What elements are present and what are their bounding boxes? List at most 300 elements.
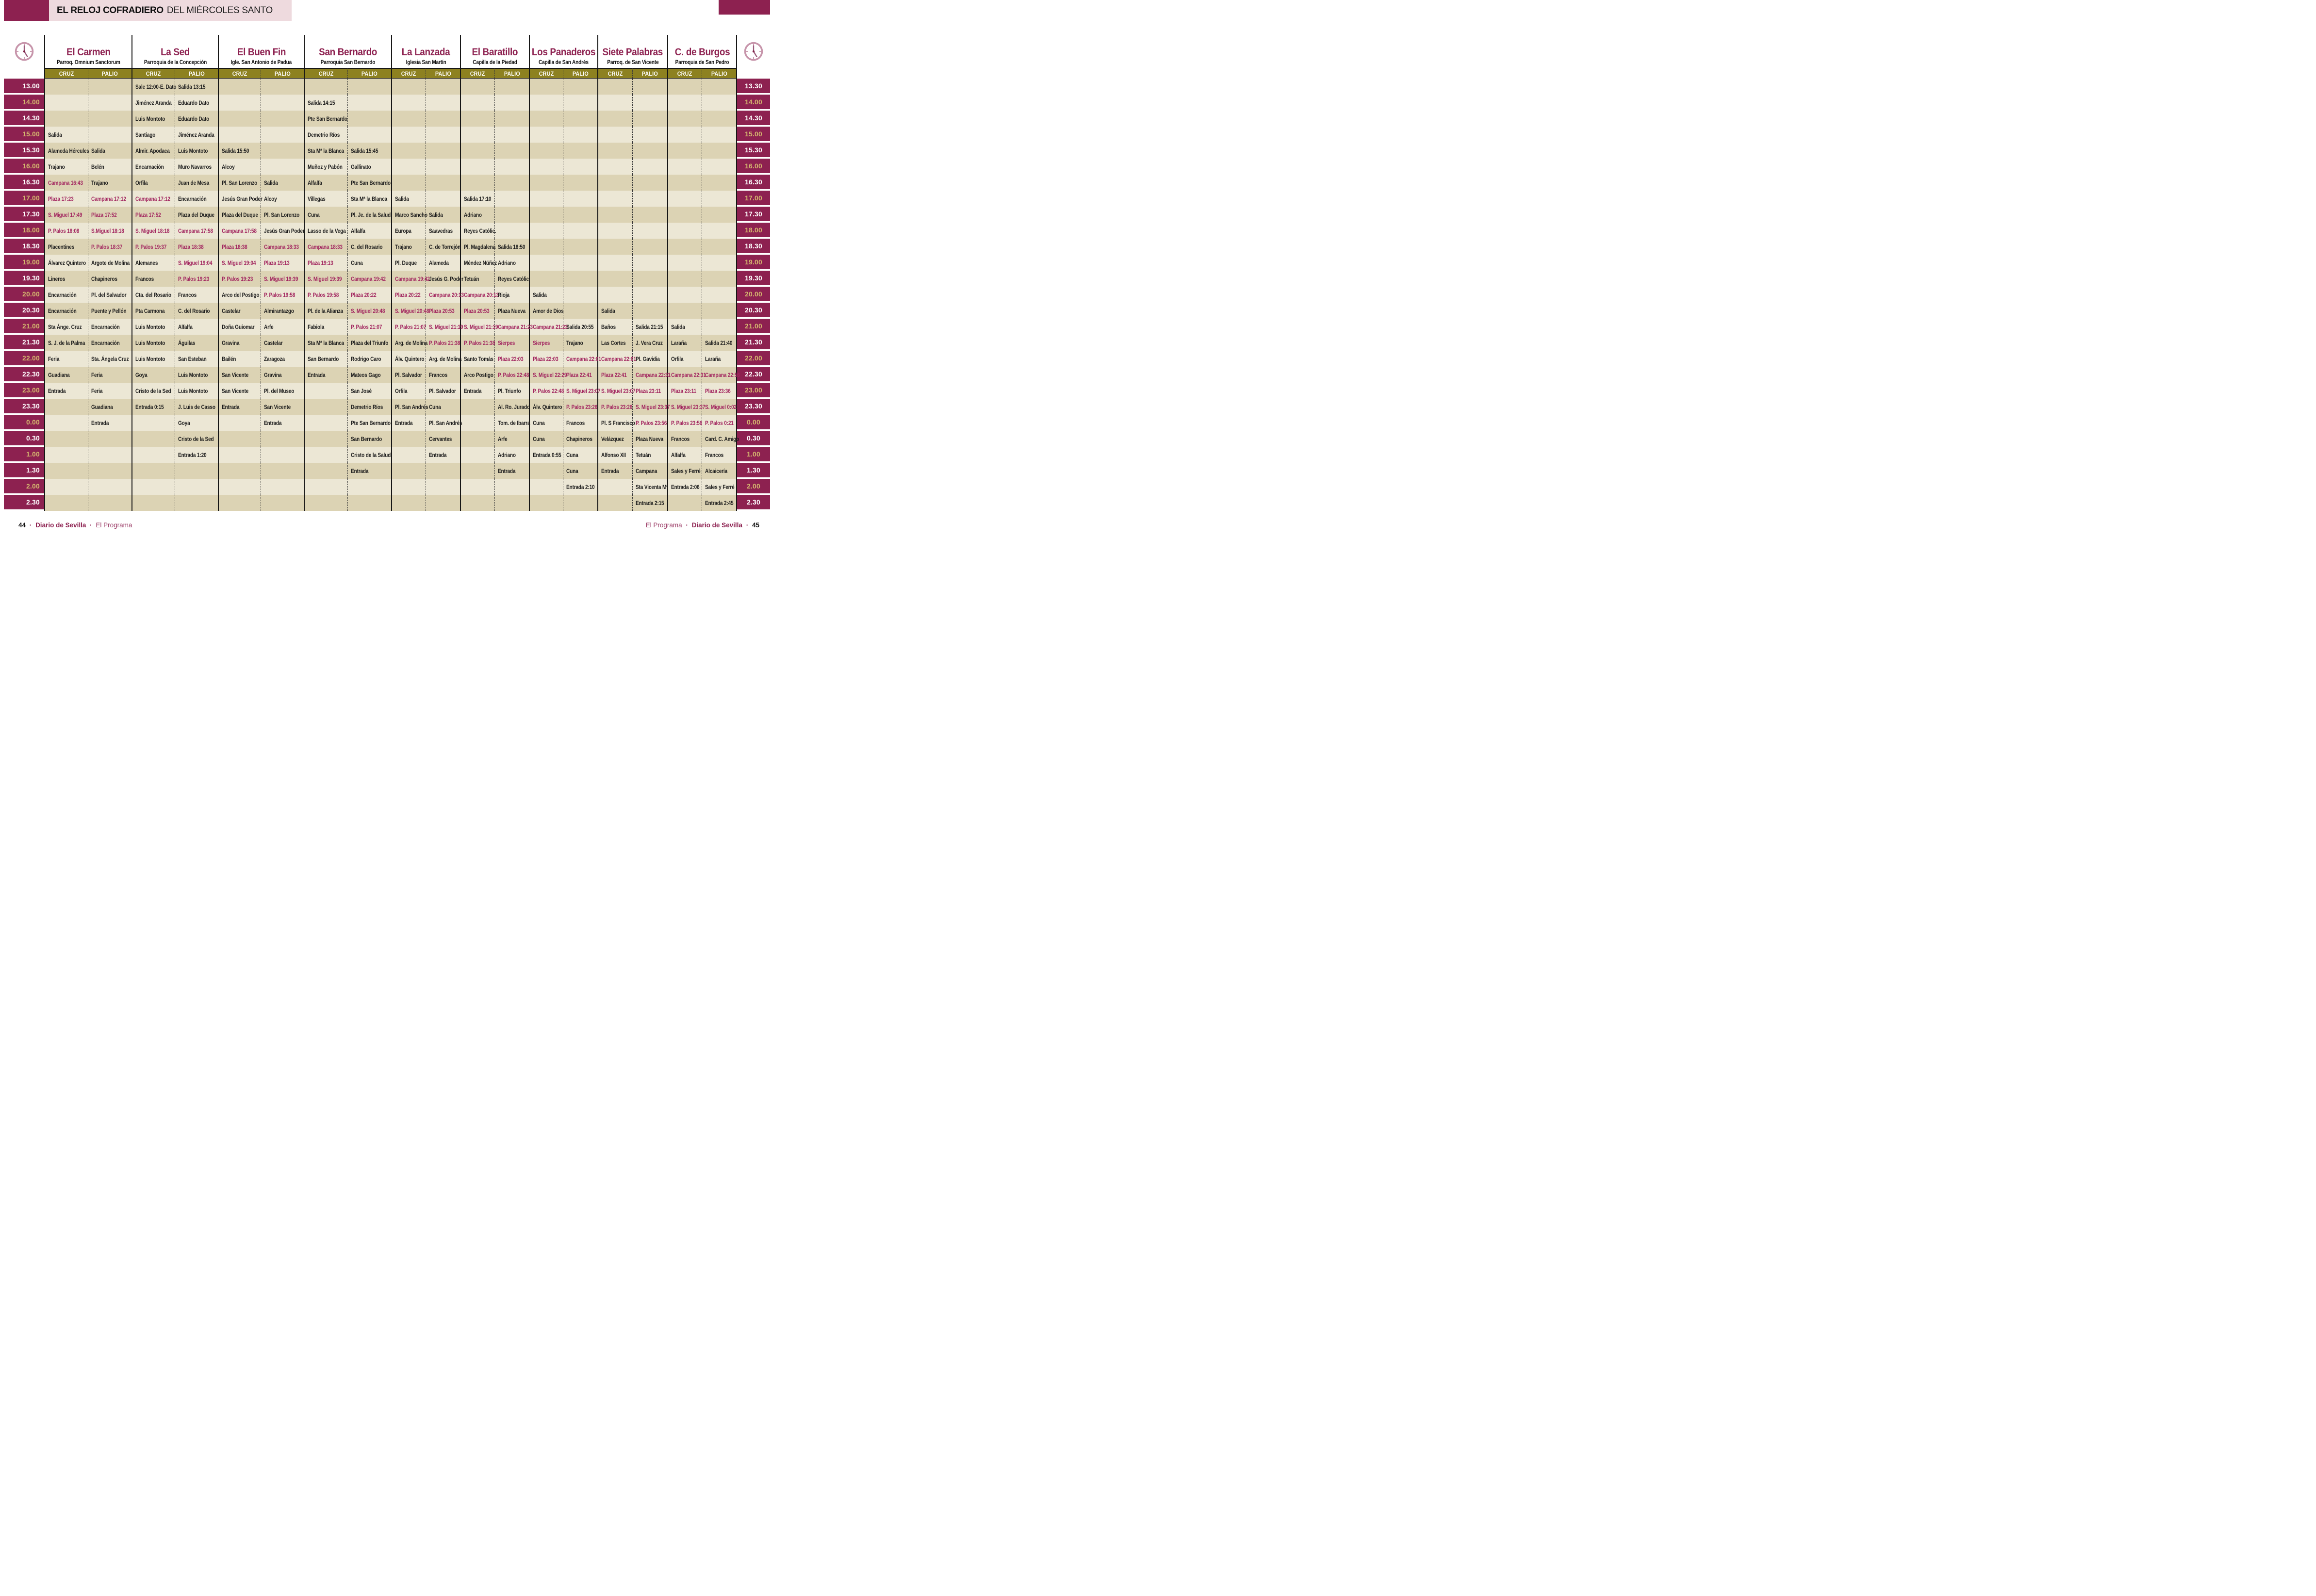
cell-text: Jesús Gran Poder — [264, 227, 305, 234]
timetable-cell-cruz — [391, 367, 426, 383]
timetable-cell-cruz — [667, 207, 702, 223]
timetable-cell-palio — [632, 143, 667, 159]
timetable-cell-palio — [426, 287, 464, 303]
timetable-cell-cruz — [529, 351, 563, 367]
time-label: 19.00 — [737, 255, 770, 269]
timetable-cell-palio — [702, 143, 736, 159]
time-label: 15.00 — [4, 127, 44, 141]
time-cell-right — [736, 191, 770, 207]
time-cell-left — [4, 271, 44, 287]
time-cell-right — [736, 111, 770, 127]
time-cell-left — [4, 287, 44, 303]
time-label: 20.00 — [4, 287, 44, 301]
cell-text: Alemanes — [135, 259, 158, 266]
timetable-cell-palio — [175, 175, 218, 191]
cell-text: Plaza 22:03 — [498, 355, 524, 362]
timetable-cell-cruz — [667, 447, 702, 463]
cell-text: Velázquez — [601, 435, 624, 442]
cell-text: Alameda Hércules — [48, 147, 89, 154]
timetable-cell-palio — [261, 95, 304, 111]
cell-text: Encarnación — [48, 291, 77, 298]
cell-text: Entrada 2:15 — [636, 499, 664, 506]
cell-text: Entrada — [222, 403, 240, 410]
brand-name: Diario de Sevilla — [35, 521, 86, 529]
cell-text: Salida 20:55 — [566, 323, 594, 330]
cell-text: S. Miguel 19:39 — [308, 275, 342, 282]
timetable-cell-palio — [426, 271, 464, 287]
time-cell-left — [4, 79, 44, 95]
timetable-cell-cruz — [391, 127, 426, 143]
cell-text: Entrada — [429, 451, 447, 458]
timetable-cell-cruz — [391, 319, 426, 335]
timetable-cell-cruz — [218, 367, 261, 383]
timetable-cell-cruz — [391, 479, 426, 495]
timetable-cell-palio — [426, 175, 460, 191]
cell-text: P. Palos 21:07 — [395, 323, 427, 330]
timetable-cell-palio — [347, 143, 391, 159]
cell-text: Entrada — [498, 467, 516, 474]
cell-text: Alcaicería — [705, 467, 727, 474]
timetable-cell-cruz — [529, 175, 563, 191]
time-label: 0.00 — [4, 415, 44, 429]
timetable-cell-palio — [632, 335, 667, 351]
time-cell-left — [4, 303, 44, 319]
time-label: 21.30 — [4, 335, 44, 349]
timetable-cell-palio — [702, 191, 736, 207]
timetable-cell-palio — [563, 191, 597, 207]
time-label: 2.00 — [4, 479, 44, 493]
timetable-cell-palio — [261, 495, 304, 511]
timetable-cell-cruz — [460, 367, 494, 383]
timetable-cell-palio — [88, 127, 131, 143]
timetable-cell-palio — [175, 111, 218, 127]
timetable-cell-cruz — [391, 287, 426, 303]
timetable-cell-cruz — [460, 191, 494, 207]
timetable-cell-cruz — [131, 319, 175, 335]
cell-text: Méndez Núñez — [464, 259, 497, 266]
cell-text: Trajano — [48, 163, 65, 170]
timetable-cell-cruz — [529, 239, 563, 255]
timetable-cell-palio — [175, 127, 218, 143]
timetable-cell-cruz — [529, 431, 563, 447]
timetable-cell-palio — [494, 431, 529, 447]
timetable-cell-palio — [702, 319, 736, 335]
timetable-cell-cruz — [597, 495, 632, 511]
timetable-cell-palio — [88, 159, 131, 175]
cell-text: Entrada 2:06 — [671, 483, 700, 490]
time-label: 23.00 — [4, 383, 44, 397]
cruz-column-header — [44, 68, 88, 79]
timetable-cell-palio — [426, 191, 460, 207]
timetable-cell-palio — [632, 463, 667, 479]
cruz-label: CRUZ — [59, 70, 74, 77]
timetable-cell-palio — [175, 367, 218, 383]
timetable-cell-palio — [261, 303, 304, 319]
timetable-cell-cruz — [218, 255, 261, 271]
cell-text: Salida — [429, 211, 443, 218]
time-cell-left — [4, 383, 44, 399]
cell-text: Zaragoza — [264, 355, 285, 362]
church-name: Parroquia de San Pedro — [675, 60, 729, 65]
time-label: 16.00 — [737, 159, 770, 173]
timetable-cell-palio — [88, 79, 131, 95]
timetable-cell-palio — [261, 431, 304, 447]
brotherhood-header — [597, 35, 667, 68]
timetable-cell-palio — [175, 351, 218, 367]
cell-text: Reyes Católic. — [498, 275, 530, 282]
cell-text: Águilas — [178, 339, 196, 346]
timetable-cell-cruz — [218, 127, 261, 143]
timetable-cell-palio — [632, 479, 667, 495]
cell-text: S. Miguel 20:48 — [395, 307, 429, 314]
timetable-cell-palio — [347, 79, 391, 95]
timetable-cell-cruz — [218, 207, 261, 223]
timetable-cell-cruz — [44, 367, 88, 383]
brotherhood-name: Los Panaderos — [531, 46, 596, 58]
timetable-cell-cruz — [218, 463, 261, 479]
timetable-cell-palio — [702, 207, 736, 223]
timetable-cell-cruz — [529, 303, 563, 319]
cell-text: Sierpes — [533, 339, 550, 346]
time-cell-left — [4, 367, 44, 383]
timetable-cell-palio — [632, 255, 667, 271]
time-cell-left — [4, 127, 44, 143]
timetable-cell-cruz — [391, 431, 426, 447]
corner-accent-left — [4, 0, 49, 21]
timetable-cell-cruz — [529, 79, 563, 95]
timetable-cell-palio — [347, 447, 391, 463]
time-label: 22.30 — [4, 367, 44, 381]
timetable-cell-cruz — [131, 207, 175, 223]
time-cell-left — [4, 431, 44, 447]
timetable-cell-palio — [175, 479, 218, 495]
cell-text: Castelar — [264, 339, 283, 346]
timetable-cell-palio — [632, 191, 667, 207]
cell-text: J. Luis de Casso — [178, 403, 215, 410]
timetable-cell-palio — [261, 463, 304, 479]
timetable-cell-cruz — [304, 399, 347, 415]
timetable-cell-palio — [261, 255, 304, 271]
time-cell-right — [736, 271, 770, 287]
cell-text: Pte San Bernardo — [351, 179, 391, 186]
time-cell-left — [4, 191, 44, 207]
timetable-cell-cruz — [529, 383, 563, 399]
timetable-cell-palio — [261, 143, 304, 159]
time-cell-right — [736, 319, 770, 335]
timetable-cell-palio — [261, 127, 304, 143]
timetable-cell-cruz — [667, 399, 706, 415]
time-cell-left — [4, 415, 44, 431]
timetable-cell-cruz — [391, 335, 426, 351]
cell-text: Luis Montoto — [135, 323, 165, 330]
cell-text: Eduardo Dato — [178, 115, 210, 122]
brotherhood-header — [460, 35, 529, 68]
cell-text: Feria — [91, 387, 103, 394]
timetable-cell-cruz — [218, 143, 261, 159]
timetable-cell-cruz — [391, 143, 426, 159]
timetable-cell-cruz — [218, 239, 261, 255]
cell-text: Entrada 0:55 — [533, 451, 561, 458]
timetable-cell-cruz — [44, 399, 88, 415]
cell-text: Jesús G. Poder — [429, 275, 464, 282]
timetable-cell-cruz — [529, 495, 563, 511]
cell-text: Sta Mª la Blanca — [308, 147, 344, 154]
timetable-cell-cruz — [529, 191, 563, 207]
timetable-cell-palio — [426, 447, 460, 463]
cell-text: Arg. de Molina — [429, 355, 462, 362]
cell-text: Entrada — [264, 419, 282, 426]
cell-text: Amor de Dios — [533, 307, 564, 314]
timetable-cell-palio — [261, 239, 304, 255]
palio-column-header — [347, 68, 391, 79]
time-label: 22.00 — [737, 351, 770, 365]
timetable-cell-palio — [494, 479, 529, 495]
cell-text: S. Miguel 23:37 — [636, 403, 670, 410]
cell-text: Plaza 20:53 — [429, 307, 455, 314]
cell-text: Adriano — [498, 259, 516, 266]
cell-text: Francos — [178, 291, 197, 298]
timetable-cell-cruz — [218, 79, 261, 95]
cell-text: S. Miguel 0:02 — [705, 403, 737, 410]
clock-icon — [14, 41, 35, 62]
timetable-cell-cruz — [667, 191, 702, 207]
timetable-cell-palio — [88, 415, 131, 431]
palio-label: PALIO — [641, 70, 658, 77]
timetable-cell-cruz — [304, 271, 347, 287]
cell-text: Encarnación — [91, 323, 120, 330]
cell-text: Juan de Mesa — [178, 179, 210, 186]
timetable-cell-cruz — [304, 79, 347, 95]
cell-text: San José — [351, 387, 372, 394]
time-label: 20.30 — [737, 303, 770, 317]
cell-text: Entrada — [601, 467, 619, 474]
cell-text: Campana 17:58 — [178, 227, 213, 234]
palio-label: PALIO — [435, 70, 451, 77]
timetable-cell-palio — [563, 447, 597, 463]
time-cell-left — [4, 319, 44, 335]
cell-text: Pl. San Lorenzo — [222, 179, 258, 186]
timetable-cell-palio — [632, 127, 667, 143]
time-cell-right — [736, 159, 770, 175]
timetable-cell-cruz — [597, 271, 632, 287]
timetable-cell-cruz — [44, 351, 88, 367]
cell-text: San Vicente — [222, 371, 249, 378]
time-label: 13.00 — [4, 79, 44, 93]
timetable-cell-cruz — [304, 287, 347, 303]
timetable-cell-cruz — [529, 447, 563, 463]
time-label: 14.30 — [4, 111, 44, 125]
cell-text: Plaza 17:23 — [48, 195, 74, 202]
timetable-cell-cruz — [131, 447, 175, 463]
cell-text: P. Palos 19:23 — [178, 275, 210, 282]
timetable-cell-cruz — [304, 431, 347, 447]
timetable-cell-cruz — [667, 223, 702, 239]
cell-text: C. del Rosario — [351, 243, 383, 250]
cell-text: Al. Ro. Jurado — [498, 403, 530, 410]
cell-text: P. Palos 21:07 — [351, 323, 382, 330]
cell-text: Cuna — [351, 259, 363, 266]
time-label: 2.30 — [737, 495, 770, 509]
cell-text: Sales y Ferré — [705, 483, 735, 490]
timetable-cell-palio — [426, 207, 460, 223]
timetable-cell-cruz — [597, 415, 635, 431]
timetable-cell-palio — [426, 239, 460, 255]
time-label: 0.00 — [737, 415, 770, 429]
footer-separator: · — [29, 521, 32, 529]
cell-text: Alfalfa — [308, 179, 322, 186]
timetable-cell-cruz — [218, 175, 261, 191]
timetable-cell-cruz — [218, 399, 261, 415]
timetable-cell-palio — [632, 319, 667, 335]
time-cell-left — [4, 143, 44, 159]
cell-text: P. Palos 23:56 — [671, 419, 703, 426]
cell-text: Demetrio Ríos — [308, 131, 340, 138]
timetable-cell-palio — [426, 319, 463, 335]
cell-text: Plaza 22:03 — [533, 355, 558, 362]
cell-text: Castelar — [222, 307, 241, 314]
cell-text: Plaza 23:11 — [671, 387, 696, 394]
timetable-cell-palio — [347, 463, 391, 479]
page-number: 44 — [18, 521, 26, 529]
cell-text: San Vicente — [264, 403, 291, 410]
time-label: 21.00 — [4, 319, 44, 333]
timetable-cell-palio — [702, 495, 736, 511]
timetable-cell-palio — [494, 207, 529, 223]
timetable-cell-palio — [347, 351, 391, 367]
timetable-cell-cruz — [667, 79, 702, 95]
time-label: 23.30 — [4, 399, 44, 413]
timetable-cell-cruz — [391, 239, 426, 255]
cell-text: Pl. San Lorenzo — [264, 211, 300, 218]
time-cell-left — [4, 239, 44, 255]
cell-text: Plaza 19:13 — [264, 259, 290, 266]
timetable-cell-cruz — [304, 95, 347, 111]
time-cell-right — [736, 239, 770, 255]
cell-text: Orfila — [395, 387, 408, 394]
timetable-cell-cruz — [218, 111, 261, 127]
timetable-cell-palio — [563, 271, 597, 287]
timetable-cell-cruz — [44, 223, 88, 239]
time-label: 0.30 — [4, 431, 44, 445]
timetable-cell-palio — [347, 479, 391, 495]
timetable-cell-cruz — [391, 303, 429, 319]
timetable-cell-palio — [563, 175, 597, 191]
cell-text: Luis Montoto — [178, 371, 208, 378]
cell-text: Cuna — [429, 403, 441, 410]
time-cell-right — [736, 143, 770, 159]
timetable-cell-cruz — [44, 159, 88, 175]
timetable-cell-palio — [494, 175, 529, 191]
timetable-cell-palio — [347, 415, 391, 431]
cell-text: Salida — [533, 291, 547, 298]
brotherhood-header — [131, 35, 218, 68]
cell-text: Pl. San Andrés — [429, 419, 462, 426]
timetable-cell-palio — [175, 399, 218, 415]
time-label: 1.30 — [4, 463, 44, 477]
palio-column-header — [88, 68, 131, 79]
cell-text: Plaza del Duque — [178, 211, 214, 218]
cell-text: Eduardo Dato — [178, 99, 210, 106]
palio-column-header — [175, 68, 218, 79]
cell-text: Campana 22:31 — [636, 371, 671, 378]
timetable-cell-cruz — [667, 111, 702, 127]
timetable-cell-cruz — [391, 271, 430, 287]
brotherhood-header — [304, 35, 391, 68]
brotherhood-header — [667, 35, 736, 68]
timetable-cell-cruz — [218, 223, 261, 239]
timetable-cell-palio — [494, 111, 529, 127]
timetable-cell-cruz — [460, 383, 494, 399]
cruz-column-header — [597, 68, 632, 79]
cell-text: Salida 18:50 — [498, 243, 526, 250]
timetable-cell-palio — [88, 367, 131, 383]
timetable-cell-cruz — [529, 319, 568, 335]
timetable-cell-cruz — [391, 175, 426, 191]
cell-text: Jesús Gran Poder — [222, 195, 263, 202]
timetable-cell-cruz — [460, 287, 499, 303]
brotherhood-name: El Carmen — [66, 46, 111, 58]
timetable-cell-palio — [261, 319, 304, 335]
timetable-cell-cruz — [131, 111, 175, 127]
time-label: 17.30 — [4, 207, 44, 221]
timetable-cell-cruz — [597, 447, 632, 463]
timetable-cell-palio — [175, 223, 218, 239]
cell-text: S. Miguel 23:07 — [566, 387, 601, 394]
timetable-cell-palio — [347, 111, 391, 127]
timetable-cell-palio — [175, 95, 218, 111]
timetable-cell-palio — [563, 111, 597, 127]
cell-text: Villegas — [308, 195, 326, 202]
cell-text: Gravina — [222, 339, 240, 346]
cell-text: Plaza 19:13 — [308, 259, 333, 266]
timetable-cell-palio — [175, 271, 218, 287]
cell-text: S. Miguel 22:29 — [533, 371, 567, 378]
timetable-cell-cruz — [131, 431, 175, 447]
timetable-cell-cruz — [529, 479, 563, 495]
timetable-cell-cruz — [218, 351, 261, 367]
timetable-cell-palio — [563, 463, 597, 479]
timetable-cell-cruz — [218, 303, 261, 319]
timetable-cell-palio — [494, 255, 529, 271]
timetable-cell-cruz — [597, 367, 632, 383]
timetable-cell-cruz — [304, 143, 347, 159]
timetable-cell-palio — [88, 335, 131, 351]
timetable-cell-palio — [347, 223, 391, 239]
cell-text: Santiago — [135, 131, 156, 138]
corner-accent-right — [719, 0, 770, 15]
cell-text: Álv. Quintero — [533, 403, 562, 410]
cell-text: Campana 21:23 — [533, 323, 568, 330]
cell-text: Las Cortes — [601, 339, 626, 346]
timetable-cell-cruz — [460, 303, 494, 319]
time-cell-left — [4, 95, 44, 111]
palio-label: PALIO — [504, 70, 520, 77]
time-cell-right — [736, 335, 770, 351]
church-name: Iglesia San Martín — [406, 60, 446, 65]
timetable-cell-palio — [632, 415, 667, 431]
time-cell-left — [4, 335, 44, 351]
timetable-cell-cruz — [131, 287, 175, 303]
timetable-cell-cruz — [529, 287, 563, 303]
timetable-cell-cruz — [131, 239, 175, 255]
cell-text: Campana 19:42 — [395, 275, 430, 282]
cell-text: Pl. Salvador — [395, 371, 422, 378]
timetable-cell-cruz — [597, 383, 636, 399]
timetable-cell-cruz — [597, 223, 632, 239]
timetable-cell-palio — [261, 399, 304, 415]
cell-text: C. de Torrejón — [429, 243, 461, 250]
timetable-cell-cruz — [391, 111, 426, 127]
